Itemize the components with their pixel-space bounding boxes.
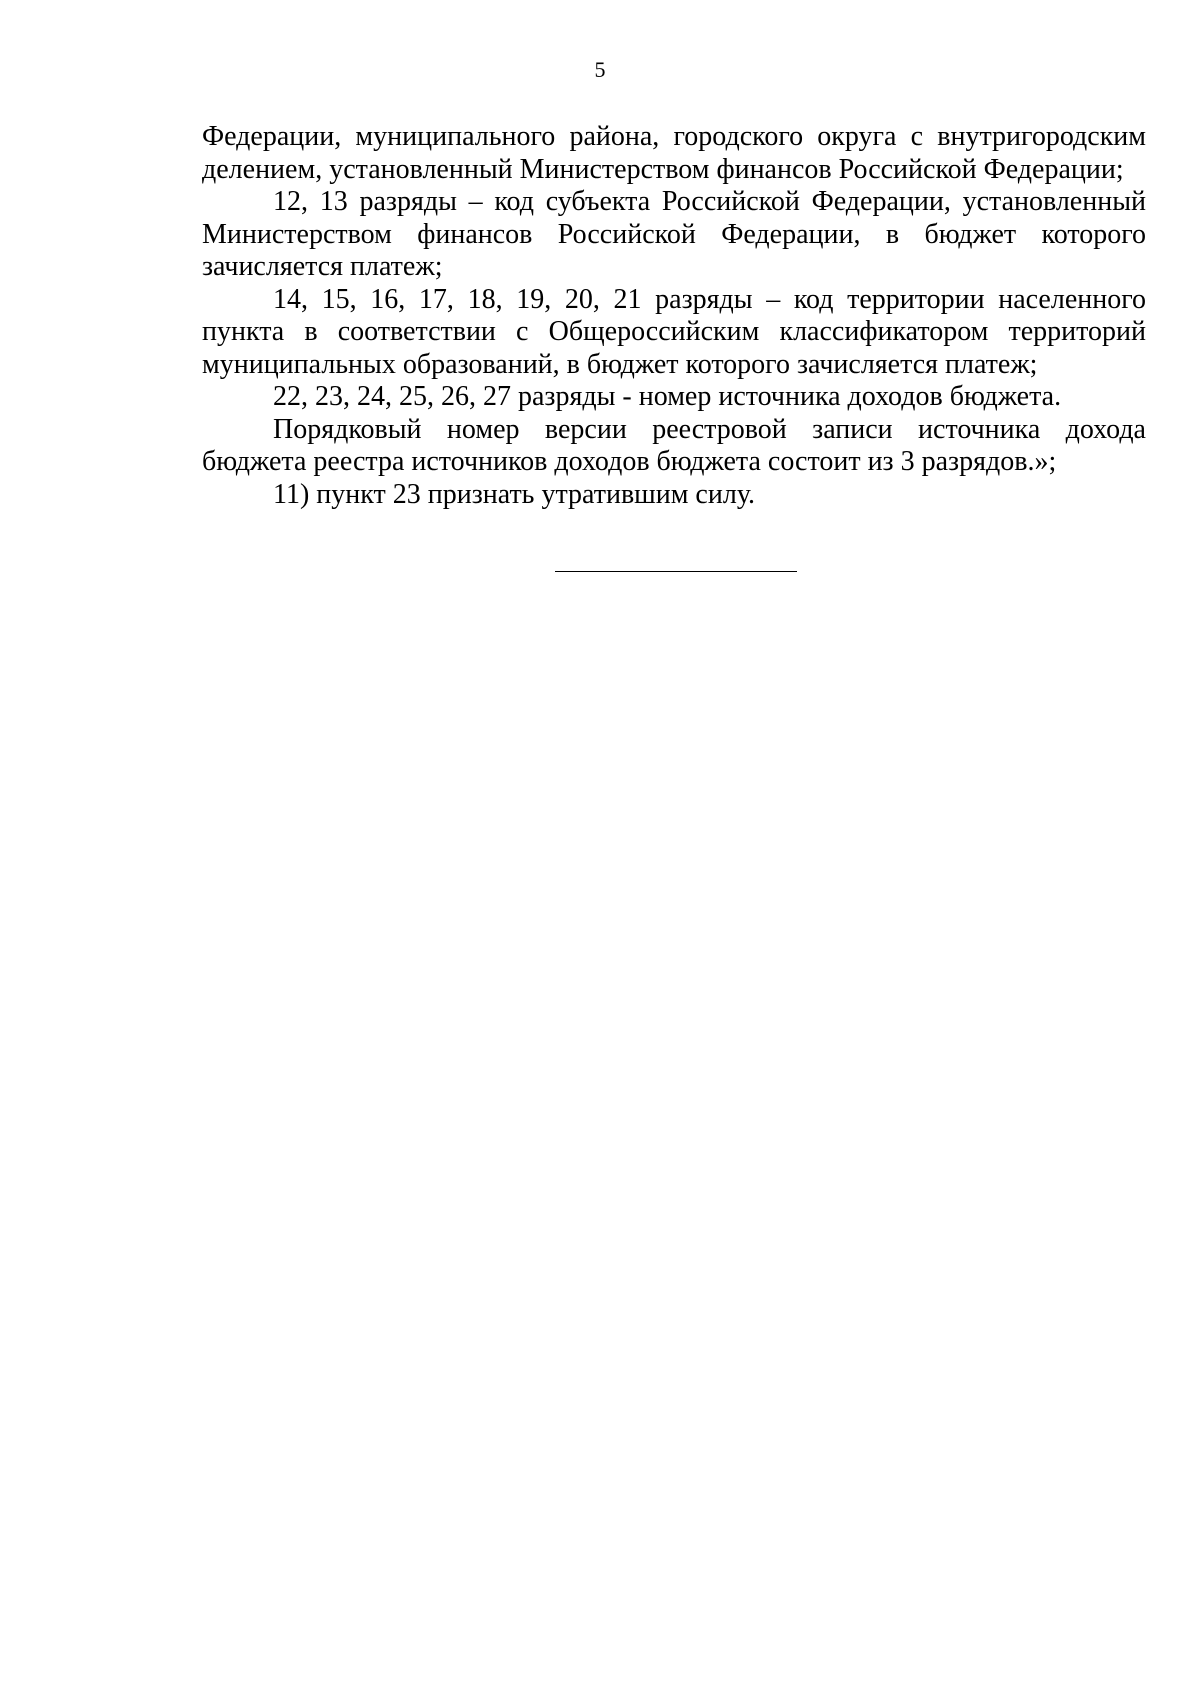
paragraph-digits-12-13: 12, 13 разряды – код субъекта Российской Федерации, установленный Министерством финансов Российской Федерации, в бюджет которого зачисляется платеж; bbox=[202, 186, 1146, 282]
end-of-document-rule bbox=[555, 571, 797, 572]
paragraph-digits-14-21: 14, 15, 16, 17, 18, 19, 20, 21 разряды – код территории населенного пункта в соответствии с Общероссийским классификатором территорий муниципальных образований, в бюджет которого зачисляется платеж; bbox=[202, 283, 1146, 380]
paragraph-digits-22-27: 22, 23, 24, 25, 26, 27 разряды - номер источника доходов бюджета. bbox=[273, 381, 1062, 412]
paragraph-version-number: Порядковый номер версии реестровой записи источника дохода бюджета реестра источников доходов бюджета состоит из 3 разрядов.»; bbox=[202, 413, 1146, 477]
paragraph-continuation: Федерации, муниципального района, городского округа с внутригородским делением, установленный Министерством финансов Российской Федерации; bbox=[202, 121, 1146, 185]
document-body bbox=[202, 121, 1146, 511]
page-number: 5 bbox=[594, 57, 606, 82]
paragraph-item-11: 11) пункт 23 признать утратившим силу. bbox=[273, 478, 756, 510]
